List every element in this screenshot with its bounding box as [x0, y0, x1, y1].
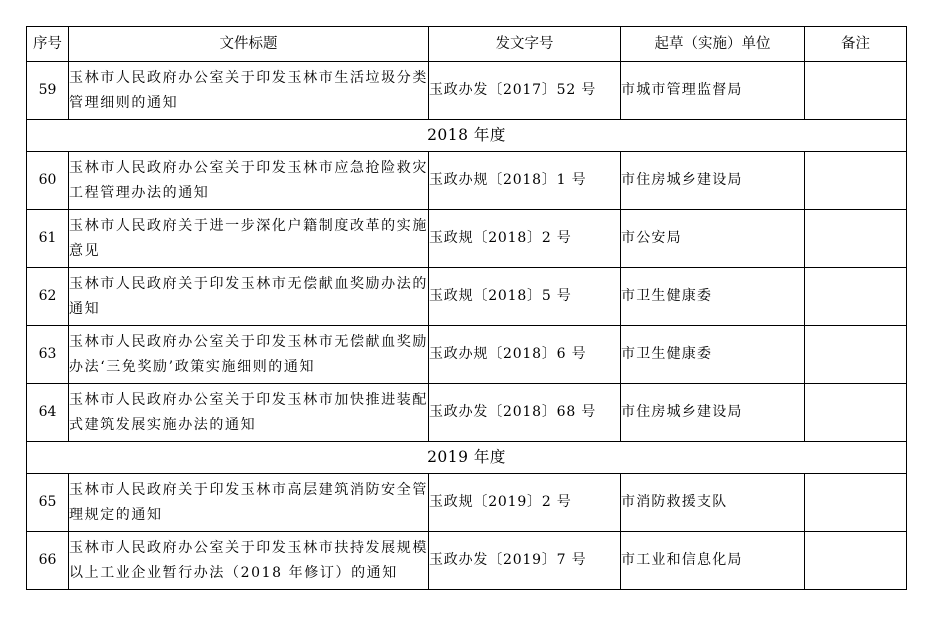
table-row	[27, 474, 907, 532]
table-row	[27, 532, 907, 590]
row-remarks	[805, 474, 907, 532]
table-row	[27, 384, 907, 442]
table-row	[27, 152, 907, 210]
row-unit: 市工业和信息化局	[621, 532, 805, 590]
row-title: 玉林市人民政府办公室关于印发玉林市无偿献血奖励办法‘三免奖励’政策实施细则的通知	[69, 326, 429, 384]
row-unit: 市住房城乡建设局	[621, 152, 805, 210]
row-unit: 市卫生健康委	[621, 326, 805, 384]
row-number: 65	[27, 474, 69, 532]
row-unit: 市城市管理监督局	[621, 62, 805, 120]
row-doc-number: 玉政办发〔2017〕52 号	[429, 62, 621, 120]
row-number: 63	[27, 326, 69, 384]
row-number: 62	[27, 268, 69, 326]
header-remarks: 备注	[805, 27, 907, 62]
header-title: 文件标题	[69, 27, 429, 62]
row-title: 玉林市人民政府关于印发玉林市无偿献血奖励办法的通知	[69, 268, 429, 326]
table-row	[27, 210, 907, 268]
row-doc-number: 玉政办规〔2018〕6 号	[429, 326, 621, 384]
row-remarks	[805, 152, 907, 210]
table-row	[27, 62, 907, 120]
row-remarks	[805, 326, 907, 384]
row-number: 61	[27, 210, 69, 268]
table-row	[27, 326, 907, 384]
row-unit: 市住房城乡建设局	[621, 384, 805, 442]
row-unit: 市公安局	[621, 210, 805, 268]
year-label: 2018 年度	[27, 120, 907, 152]
row-title: 玉林市人民政府办公室关于印发玉林市应急抢险救灾工程管理办法的通知	[69, 152, 429, 210]
table-header-row	[27, 27, 907, 62]
header-no: 序号	[27, 27, 69, 62]
row-doc-number: 玉政规〔2018〕2 号	[429, 210, 621, 268]
row-title: 玉林市人民政府关于印发玉林市高层建筑消防安全管理规定的通知	[69, 474, 429, 532]
header-drafting-unit: 起草（实施）单位	[621, 27, 805, 62]
row-number: 60	[27, 152, 69, 210]
row-title: 玉林市人民政府办公室关于印发玉林市生活垃圾分类管理细则的通知	[69, 62, 429, 120]
row-doc-number: 玉政办规〔2018〕1 号	[429, 152, 621, 210]
row-doc-number: 玉政办发〔2018〕68 号	[429, 384, 621, 442]
row-remarks	[805, 210, 907, 268]
row-unit: 市卫生健康委	[621, 268, 805, 326]
row-remarks	[805, 384, 907, 442]
row-number: 64	[27, 384, 69, 442]
row-title: 玉林市人民政府办公室关于印发玉林市加快推进装配式建筑发展实施办法的通知	[69, 384, 429, 442]
year-label: 2019 年度	[27, 442, 907, 474]
row-remarks	[805, 62, 907, 120]
header-doc-number: 发文字号	[429, 27, 621, 62]
row-number: 66	[27, 532, 69, 590]
row-doc-number: 玉政规〔2018〕5 号	[429, 268, 621, 326]
row-title: 玉林市人民政府办公室关于印发玉林市扶持发展规模以上工业企业暂行办法（2018 年修订）的通知	[69, 532, 429, 590]
row-unit: 市消防救援支队	[621, 474, 805, 532]
year-section-row	[27, 442, 907, 474]
row-remarks	[805, 532, 907, 590]
row-remarks	[805, 268, 907, 326]
table-row	[27, 268, 907, 326]
row-number: 59	[27, 62, 69, 120]
document-table	[26, 26, 907, 590]
row-doc-number: 玉政规〔2019〕2 号	[429, 474, 621, 532]
year-section-row	[27, 120, 907, 152]
row-title: 玉林市人民政府关于进一步深化户籍制度改革的实施意见	[69, 210, 429, 268]
row-doc-number: 玉政办发〔2019〕7 号	[429, 532, 621, 590]
